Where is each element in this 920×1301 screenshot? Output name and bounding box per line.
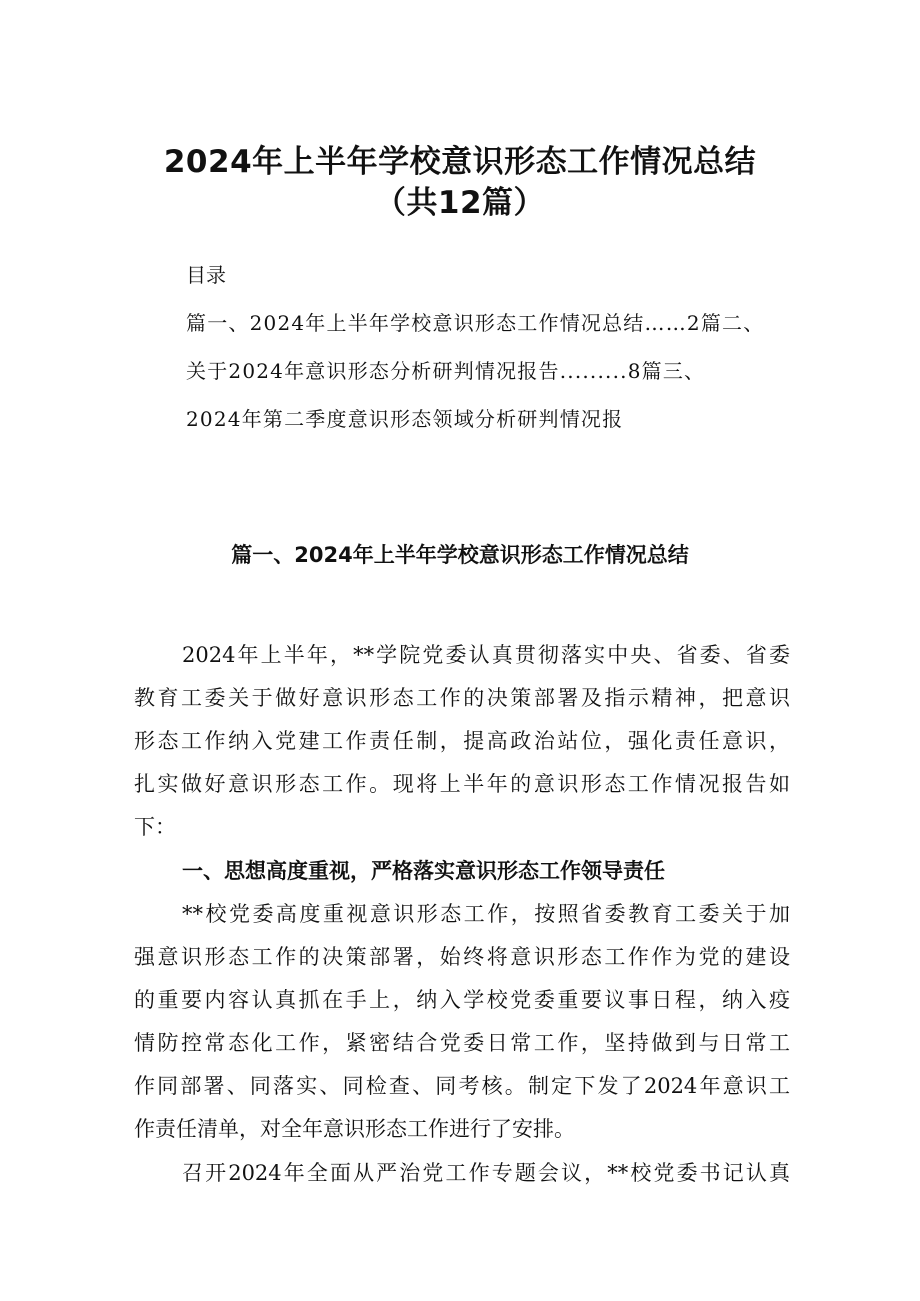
paragraph-line: 情防控常态化工作，紧密结合党委日常工作，坚持做到与日常工 [134, 1031, 790, 1055]
paragraph-line: 作责任清单，对全年意识形态工作进行了安排。 [134, 1117, 575, 1141]
paragraph-line: 强意识形态工作的决策部署，始终将意识形态工作作为党的建设 [134, 945, 790, 969]
toc-line: 关于2024年意识形态分析研判情况报告.........8篇三、 [186, 359, 706, 383]
paragraph-line: 下： [134, 815, 176, 839]
toc-line: 2024年第二季度意识形态领域分析研判情况报 [186, 407, 624, 431]
section-heading: 篇一、2024年上半年学校意识形态工作情况总结 [231, 543, 689, 567]
paragraph-line: 形态工作纳入党建工作责任制，提高政治站位，强化责任意识， [134, 729, 790, 753]
paragraph-line: **校党委高度重视意识形态工作，按照省委教育工委关于加 [182, 902, 790, 926]
sub-heading: 一、思想高度重视，严格落实意识形态工作领导责任 [182, 859, 665, 883]
toc-label: 目录 [186, 263, 226, 287]
document-title-count: （共12篇） [374, 185, 546, 221]
paragraph-line: 作同部署、同落实、同检查、同考核。制定下发了2024年意识工 [134, 1074, 790, 1098]
paragraph-line: 2024年上半年，**学院党委认真贯彻落实中央、省委、省委 [182, 643, 790, 667]
document-title: 2024年上半年学校意识形态工作情况总结 [163, 144, 757, 180]
paragraph-line: 扎实做好意识形态工作。现将上半年的意识形态工作情况报告如 [134, 772, 790, 796]
paragraph-line: 教育工委关于做好意识形态工作的决策部署及指示精神，把意识 [134, 686, 790, 710]
paragraph-line: 召开2024年全面从严治党工作专题会议，**校党委书记认真 [182, 1161, 790, 1185]
paragraph-line: 的重要内容认真抓在手上，纳入学校党委重要议事日程，纳入疫 [134, 988, 790, 1012]
toc-line: 篇一、2024年上半年学校意识形态工作情况总结……2篇二、 [186, 311, 765, 335]
